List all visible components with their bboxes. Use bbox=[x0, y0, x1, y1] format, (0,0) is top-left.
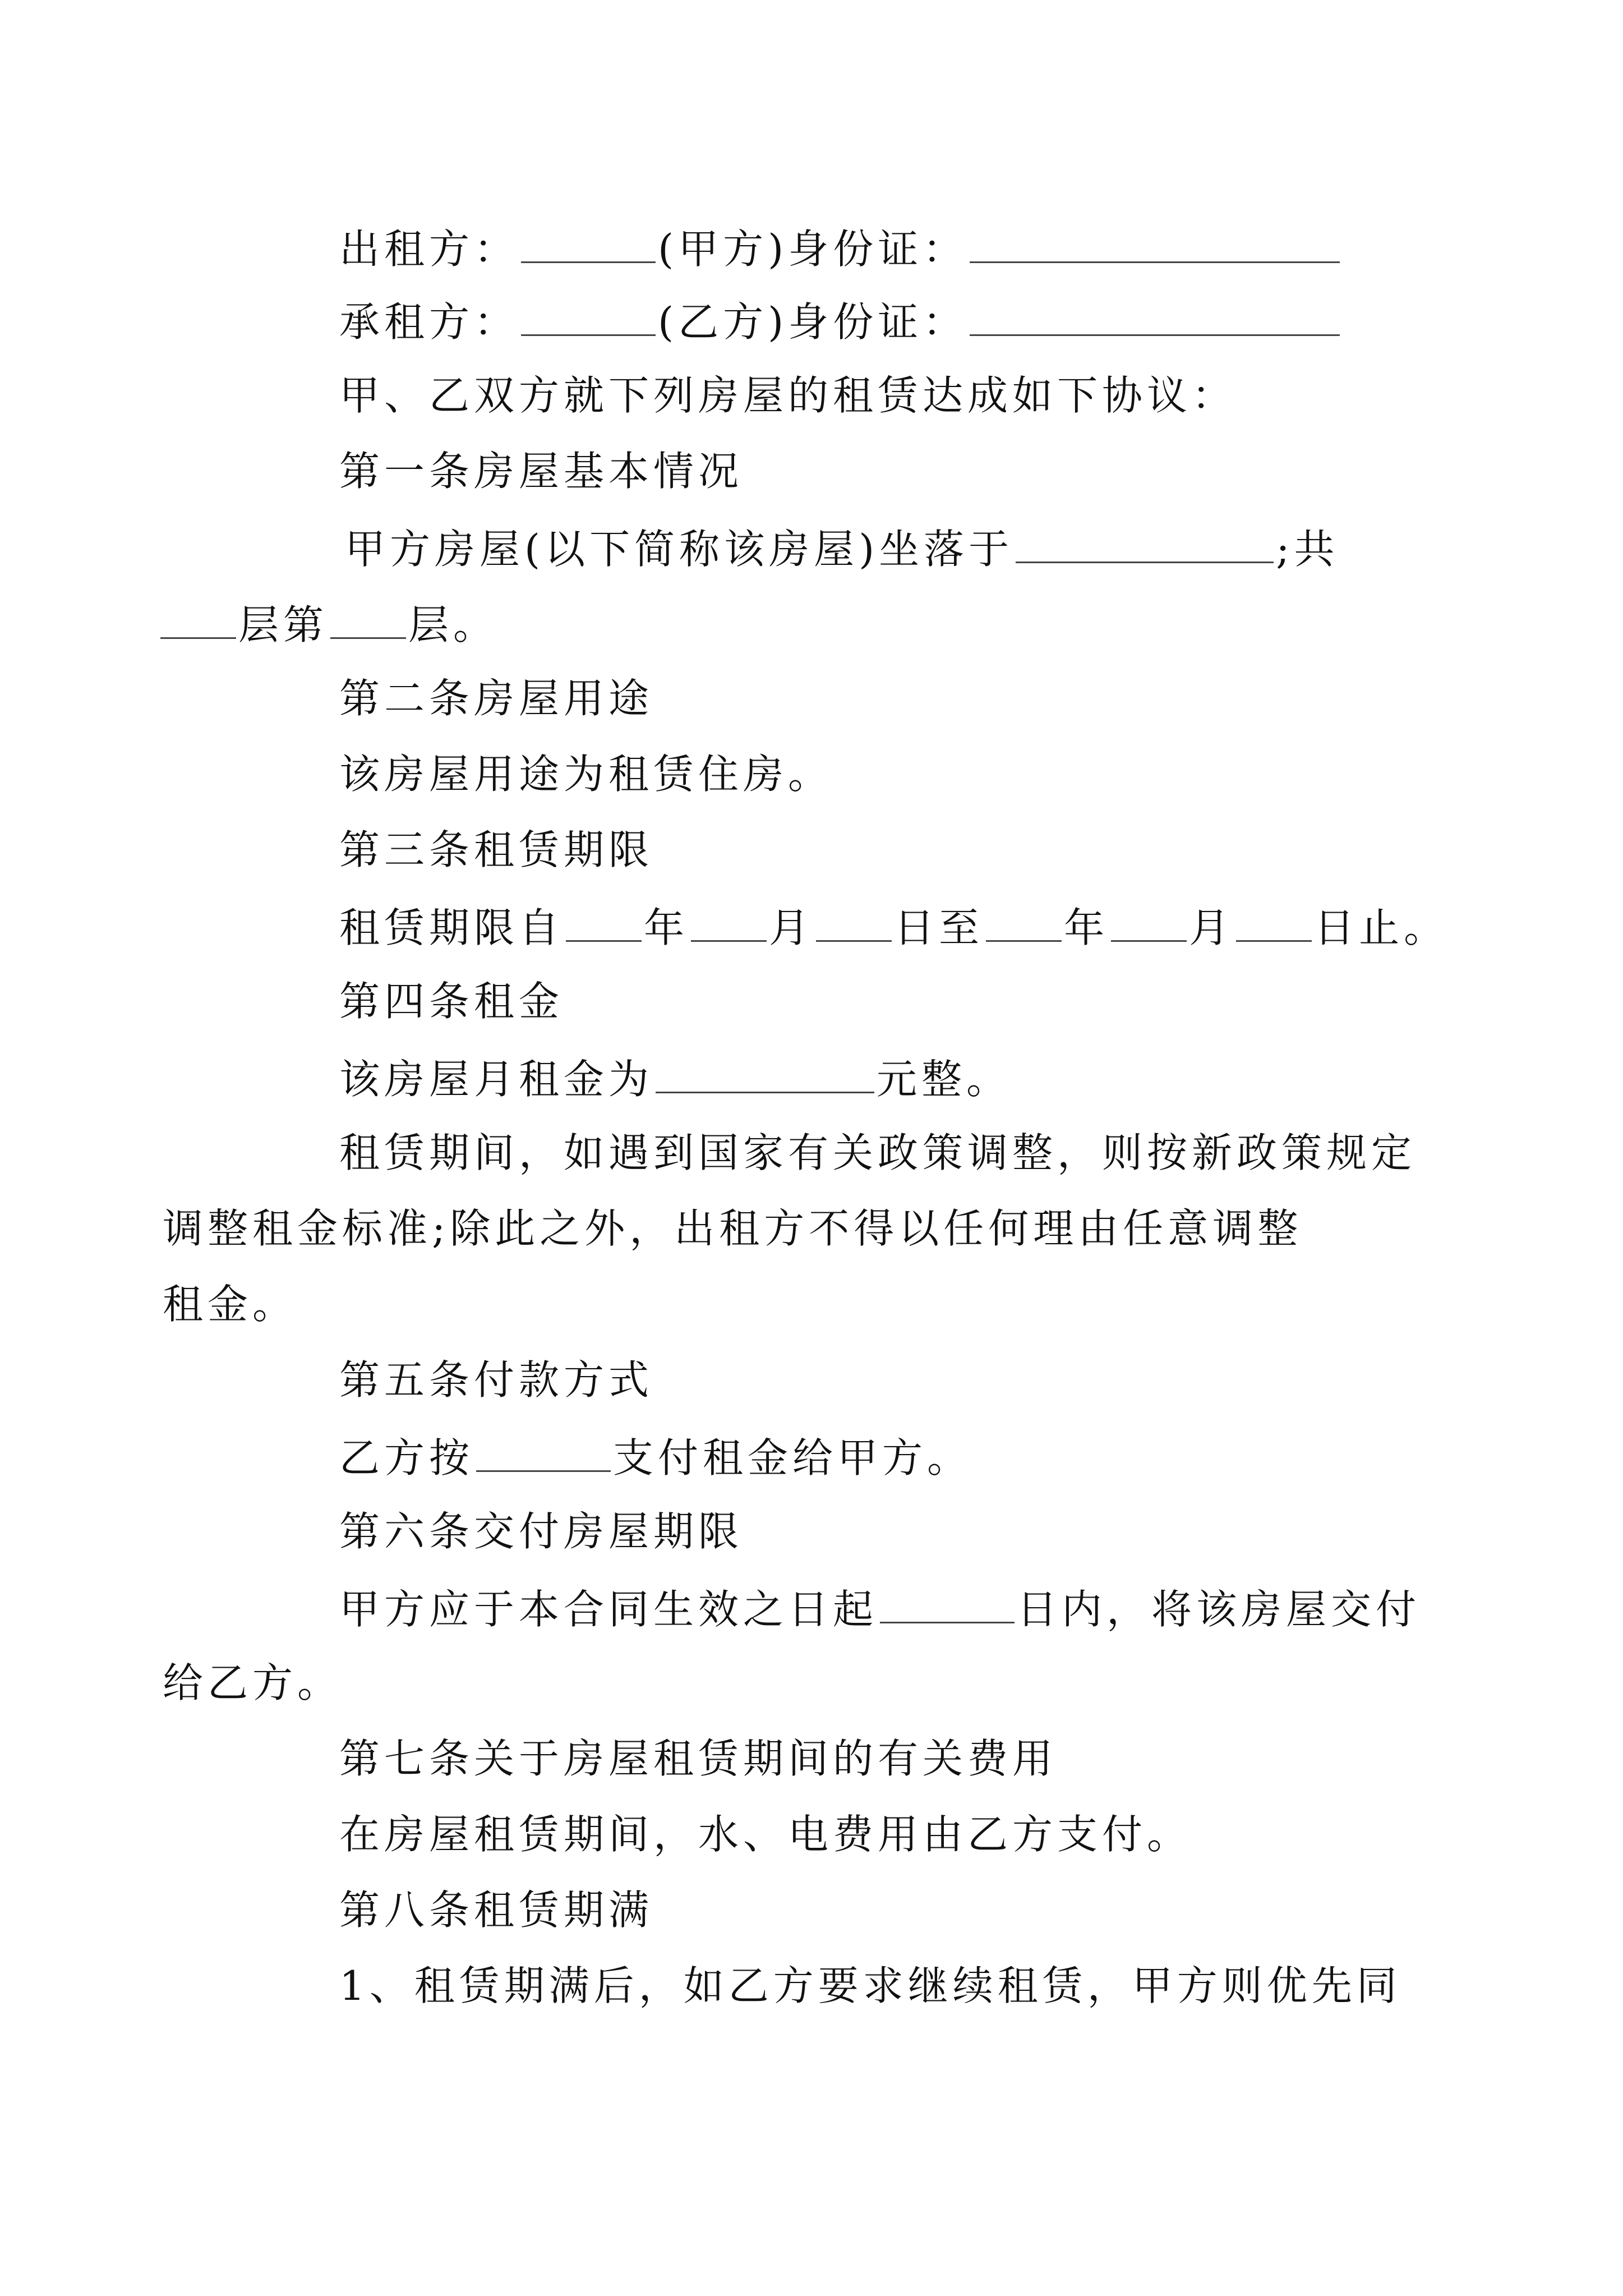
end-day-blank bbox=[1236, 892, 1312, 942]
agreement-intro: 甲、乙双方就下列房屋的租赁达成如下协议： bbox=[339, 372, 1237, 419]
start-month-blank bbox=[691, 892, 767, 942]
lessee-id-label: (乙方)身份证： bbox=[658, 298, 968, 346]
article-1-body-line2 bbox=[163, 589, 1301, 656]
lessor-name-blank bbox=[521, 213, 656, 263]
article-1-total-text: ;共 bbox=[1276, 526, 1339, 573]
article-1-floor-text: 层第 bbox=[238, 601, 329, 648]
lessee-line bbox=[339, 286, 1478, 353]
year-label-2: 年 bbox=[1064, 904, 1109, 951]
delivery-end-text: 日内，将该房屋交付 bbox=[1017, 1586, 1421, 1633]
delivery-text: 甲方应于本合同生效之日起 bbox=[339, 1586, 878, 1633]
location-blank bbox=[1016, 513, 1274, 563]
article-8-body-line1: 1、租赁期满后，如乙方要求继续租赁，甲方则优先同 bbox=[339, 1962, 1401, 2009]
article-7-title: 第七条关于房屋租赁期间的有关费用 bbox=[339, 1735, 1058, 1782]
article-2-title: 第二条房屋用途 bbox=[339, 675, 654, 722]
lessor-line bbox=[339, 213, 1478, 280]
article-4-body-rent bbox=[339, 1043, 1478, 1111]
article-6-body-line2: 给乙方。 bbox=[163, 1659, 343, 1706]
lessee-id-blank bbox=[970, 286, 1340, 336]
article-4-title: 第四条租金 bbox=[339, 978, 564, 1025]
lessee-label: 承租方： bbox=[339, 298, 519, 346]
article-2-body: 该房屋用途为租赁住房。 bbox=[339, 751, 833, 798]
article-6-title: 第六条交付房屋期限 bbox=[339, 1508, 744, 1555]
month-label-2: 月 bbox=[1189, 904, 1234, 951]
rent-text: 该房屋月租金为 bbox=[339, 1056, 654, 1103]
lessor-id-label: (甲方)身份证： bbox=[658, 226, 968, 273]
article-1-body-line1 bbox=[345, 513, 1483, 581]
article-5-body bbox=[339, 1422, 1478, 1489]
article-5-title: 第五条付款方式 bbox=[339, 1356, 654, 1404]
day-to-label: 日至 bbox=[894, 904, 984, 951]
article-1-title: 第一条房屋基本情况 bbox=[339, 448, 744, 495]
article-6-body-line1 bbox=[339, 1573, 1478, 1641]
month-label-1: 月 bbox=[769, 904, 814, 951]
article-4-policy-line2: 调整租金标准;除此之外，出租方不得以任何理由任意调整 bbox=[163, 1205, 1303, 1252]
lessor-id-blank bbox=[970, 213, 1340, 263]
article-3-body bbox=[339, 892, 1478, 959]
delivery-days-blank bbox=[880, 1573, 1015, 1623]
total-floors-blank bbox=[160, 589, 236, 639]
article-1-location-text: 甲方房屋(以下简称该房屋)坐落于 bbox=[345, 526, 1014, 573]
article-4-policy-line1: 租赁期间，如遇到国家有关政策调整，则按新政策规定 bbox=[339, 1129, 1417, 1176]
year-label-1: 年 bbox=[644, 904, 689, 951]
start-year-blank bbox=[566, 892, 642, 942]
start-day-blank bbox=[816, 892, 892, 942]
lessor-label: 出租方： bbox=[339, 226, 519, 273]
rent-unit-text: 元整。 bbox=[877, 1056, 1012, 1103]
term-start-text: 租赁期限自 bbox=[339, 904, 564, 951]
article-7-body: 在房屋租赁期间，水、电费用由乙方支付。 bbox=[339, 1811, 1192, 1858]
lessee-name-blank bbox=[521, 286, 656, 336]
article-1-floor-end: 层。 bbox=[408, 601, 499, 648]
floor-number-blank bbox=[330, 589, 406, 639]
payment-text: 乙方按 bbox=[339, 1434, 474, 1481]
article-8-title: 第八条租赁期满 bbox=[339, 1887, 654, 1934]
day-end-label: 日止。 bbox=[1314, 904, 1449, 951]
end-month-blank bbox=[1111, 892, 1187, 942]
payment-method-blank bbox=[476, 1422, 611, 1472]
article-4-policy-line3: 租金。 bbox=[163, 1281, 298, 1328]
article-3-title: 第三条租赁期限 bbox=[339, 826, 654, 873]
end-year-blank bbox=[986, 892, 1062, 942]
payment-end-text: 支付租金给甲方。 bbox=[613, 1434, 972, 1481]
rent-amount-blank bbox=[656, 1043, 874, 1093]
